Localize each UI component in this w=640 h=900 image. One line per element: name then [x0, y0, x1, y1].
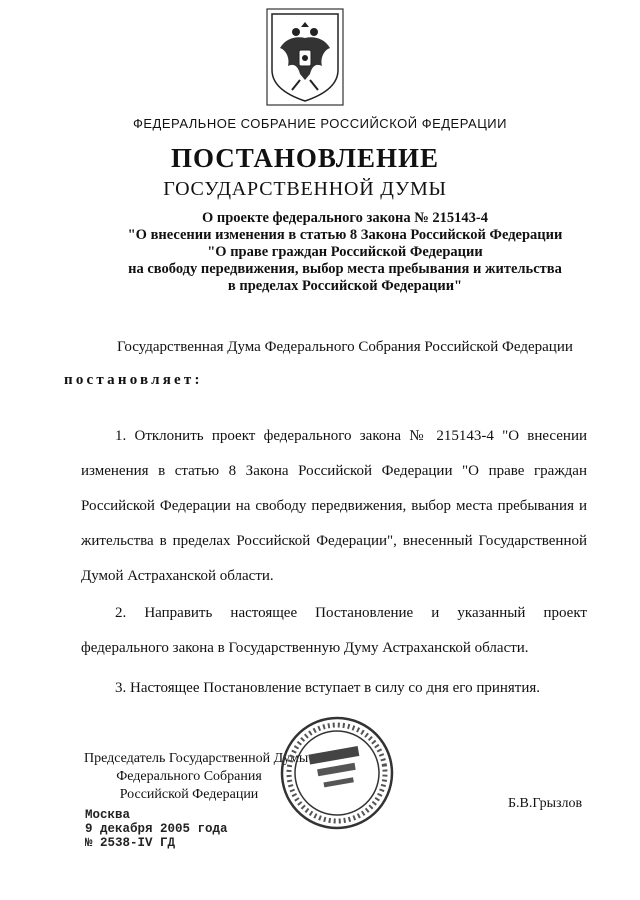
signatory-name: Б.В.Грызлов — [508, 796, 583, 811]
document-meta — [85, 808, 228, 850]
title-line: в пределах Российской Федерации" — [227, 278, 463, 294]
decree-word: постановляет: — [64, 372, 203, 388]
registration-number: № 2538-IV ГД — [85, 836, 176, 850]
organization-header: ФЕДЕРАЛЬНОЕ СОБРАНИЕ РОССИЙСКОЙ ФЕДЕРАЦИИ — [132, 116, 507, 131]
resolution-item-1 — [81, 419, 587, 594]
document-type: ПОСТАНОВЛЕНИЕ — [170, 143, 440, 173]
date: 9 декабря 2005 года — [85, 822, 228, 836]
item-text: 2. Направить настоящее Постановление и указанный проект федерального закона в Государственную Думу Астраханской области. — [81, 605, 587, 656]
document-issuer: ГОСУДАРСТВЕННОЙ ДУМЫ — [163, 178, 447, 200]
coat-of-arms-icon — [266, 8, 344, 106]
item-text: 3. Настоящее Постановление вступает в силу со дня его принятия. — [115, 680, 541, 696]
position-line: Российской Федерации — [119, 787, 259, 802]
item-text: 1. Отклонить проект федерального закона № 215143-4 "О внесении изменения в статью 8 Закона Российской Федерации "О праве граждан Российской Федерации на свободу передвижения, выбор места пребывания и жительства в пределах Российской Федерации", внесенный Государственной Думой Астраханской области. — [81, 428, 587, 584]
round-seal-stamp-icon — [278, 714, 396, 832]
title-line: на свободу передвижения, выбор места пребывания и жительства — [128, 261, 562, 277]
position-line: Председатель Государственной Думы — [84, 751, 309, 766]
preamble: Государственная Дума Федерального Собрания Российской Федерации — [117, 339, 573, 355]
position-line: Федерального Собрания — [116, 769, 262, 784]
signatory-position — [84, 750, 309, 804]
resolution-item-2 — [81, 596, 587, 666]
document-title — [80, 210, 610, 295]
title-line: О проекте федерального закона № 215143-4 — [201, 210, 489, 226]
place: Москва — [85, 808, 131, 822]
title-line: "О праве граждан Российской Федерации — [207, 244, 483, 260]
title-line: "О внесении изменения в статью 8 Закона Российской Федерации — [127, 227, 563, 243]
resolution-item-3 — [81, 671, 587, 706]
